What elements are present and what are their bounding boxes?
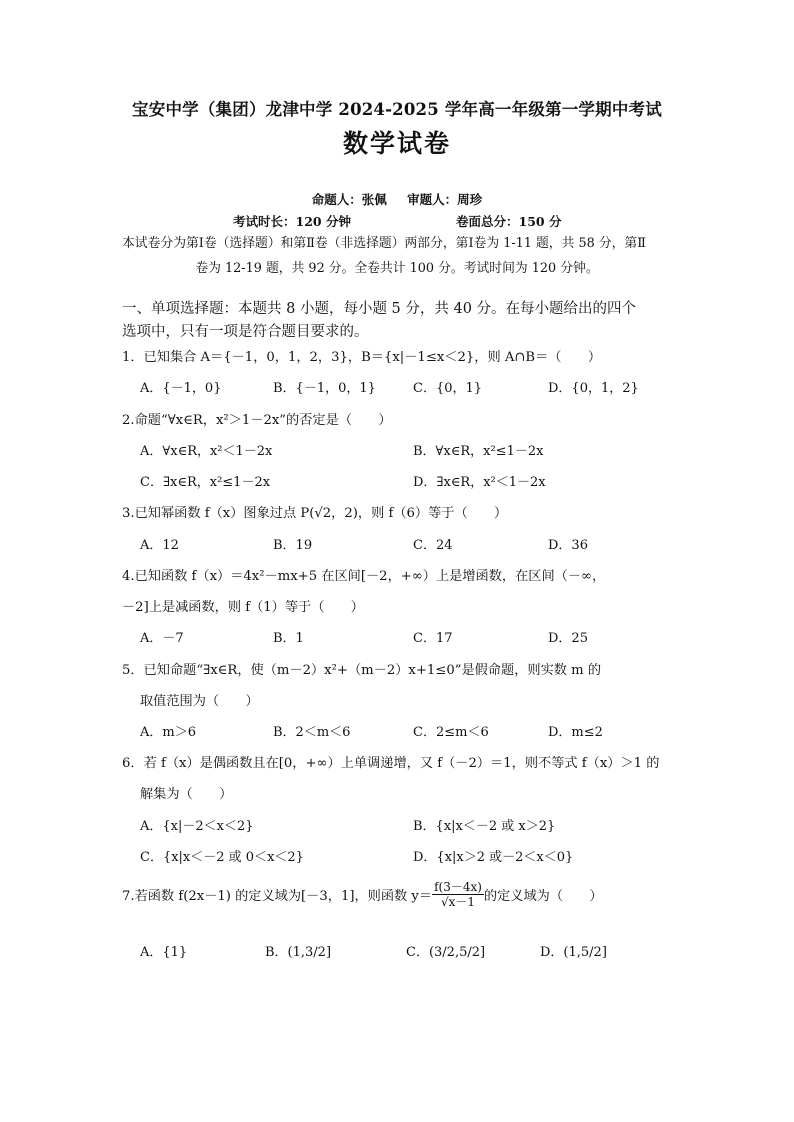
q7-option-d: D．(1,5/2] [540,945,607,960]
exam-total-score: 卷面总分：150 分 [456,214,562,229]
q6-option-d: D．{x|x＞2 或－2＜x＜0} [413,850,574,865]
q7-stem-part-a: 7.若函数 f(2x－1) 的定义域为[－3，1]，则函数 y＝ [122,889,433,904]
q7-stem-part-b: 的定义域为（ ） [483,889,603,904]
q2-option-a: A．∀x∈R，x²＜1－2x [140,444,273,459]
q1-option-d: D．{0，1，2} [548,381,639,396]
q6-option-c: C．{x|x＜－2 或 0＜x＜2} [140,850,304,865]
question-5-stem-line-2: 取值范围为（ ） [140,694,259,709]
q1-option-b: B．{－1，0，1} [273,381,376,396]
q7-option-a: A．{1} [140,945,188,960]
reviewer: 审题人：周珍 [407,192,483,207]
q1-option-c: C．{0，1} [413,381,483,396]
q3-option-a: A．12 [140,538,179,553]
q3-option-c: C．24 [413,538,453,553]
question-6-stem-line-2: 解集为（ ） [140,787,233,802]
question-5-stem-line-1: 5．已知命题“∃x∈R，使（m－2）x²+（m－2）x+1≤0”是假命题，则实数 m 的 [122,663,602,678]
intro-line-1: 本试卷分为第Ⅰ卷（选择题）和第Ⅱ卷（非选择题）两部分，第Ⅰ卷为 1-11 题，共 58 分，第Ⅱ [122,236,646,251]
section-heading-line-1: 一、单项选择题：本题共 8 小题，每小题 5 分，共 40 分。在每小题给出的四个 [122,301,637,317]
q7-fraction-numerator: f(3－4x) [434,880,482,894]
q7-fraction [432,880,484,909]
q7-fraction-denominator: √x－1 [440,895,476,909]
intro-line-2: 卷为 12-19 题，共 92 分。全卷共计 100 分。考试时间为 120 分钟。 [195,261,599,276]
q2-option-c: C．∃x∈R，x²≤1－2x [140,475,271,490]
q1-option-a: A．{－1，0} [140,381,222,396]
author-line [0,190,794,208]
q5-option-c: C．2≤m＜6 [413,725,489,740]
q4-option-c: C．17 [413,631,453,646]
setter: 命题人：张佩 [311,192,387,207]
section-heading-line-2: 选项中，只有一项是符合题目要求的。 [122,324,369,340]
exam-duration: 考试时长：120 分钟 [233,214,351,229]
exam-subtitle: 数学试卷 [342,129,451,158]
question-4-stem-line-2: －2]上是减函数，则 f（1）等于（ ） [122,600,364,615]
q4-option-d: D．25 [548,631,588,646]
q2-option-b: B．∀x∈R，x²≤1－2x [413,444,544,459]
exam-title: 宝安中学（集团）龙津中学 2024-2025 学年高一年级第一学期中考试 [132,100,662,119]
question-2-stem: 2.命题“∀x∈R，x²＞1－2x”的否定是（ ） [122,413,392,428]
q4-option-b: B．1 [273,631,304,646]
question-3-stem: 3.已知幂函数 f（x）图象过点 P(√2，2)，则 f（6）等于（ ） [122,506,508,521]
question-1-stem: 1．已知集合 A＝{－1，0，1，2，3}，B＝{x|－1≤x＜2}，则 A∩B＝（ ） [122,350,602,365]
q6-option-b: B．{x|x＜－2 或 x＞2} [413,819,556,834]
q7-option-b: B．(1,3/2] [265,945,332,960]
q3-option-b: B．19 [273,538,313,553]
q5-option-b: B．2＜m＜6 [273,725,351,740]
q3-option-d: D．36 [548,538,588,553]
q2-option-d: D．∃x∈R，x²＜1－2x [413,475,546,490]
question-6-stem-line-1: 6．若 f（x）是偶函数且在[0，+∞）上单调递增，又 f（－2）＝1，则不等式 f（x）＞1 的 [122,756,660,771]
q4-option-a: A．－7 [140,631,184,646]
q5-option-d: D．m≤2 [548,725,603,740]
q5-option-a: A．m＞6 [140,725,196,740]
q6-option-a: A．{x|－2＜x＜2} [140,819,254,834]
q7-option-c: C．(3/2,5/2] [406,945,486,960]
question-7-stem [122,880,682,909]
question-4-stem-line-1: 4.已知函数 f（x）＝4x²－mx+5 在区间[－2，+∞）上是增函数，在区间（－∞， [122,569,606,584]
